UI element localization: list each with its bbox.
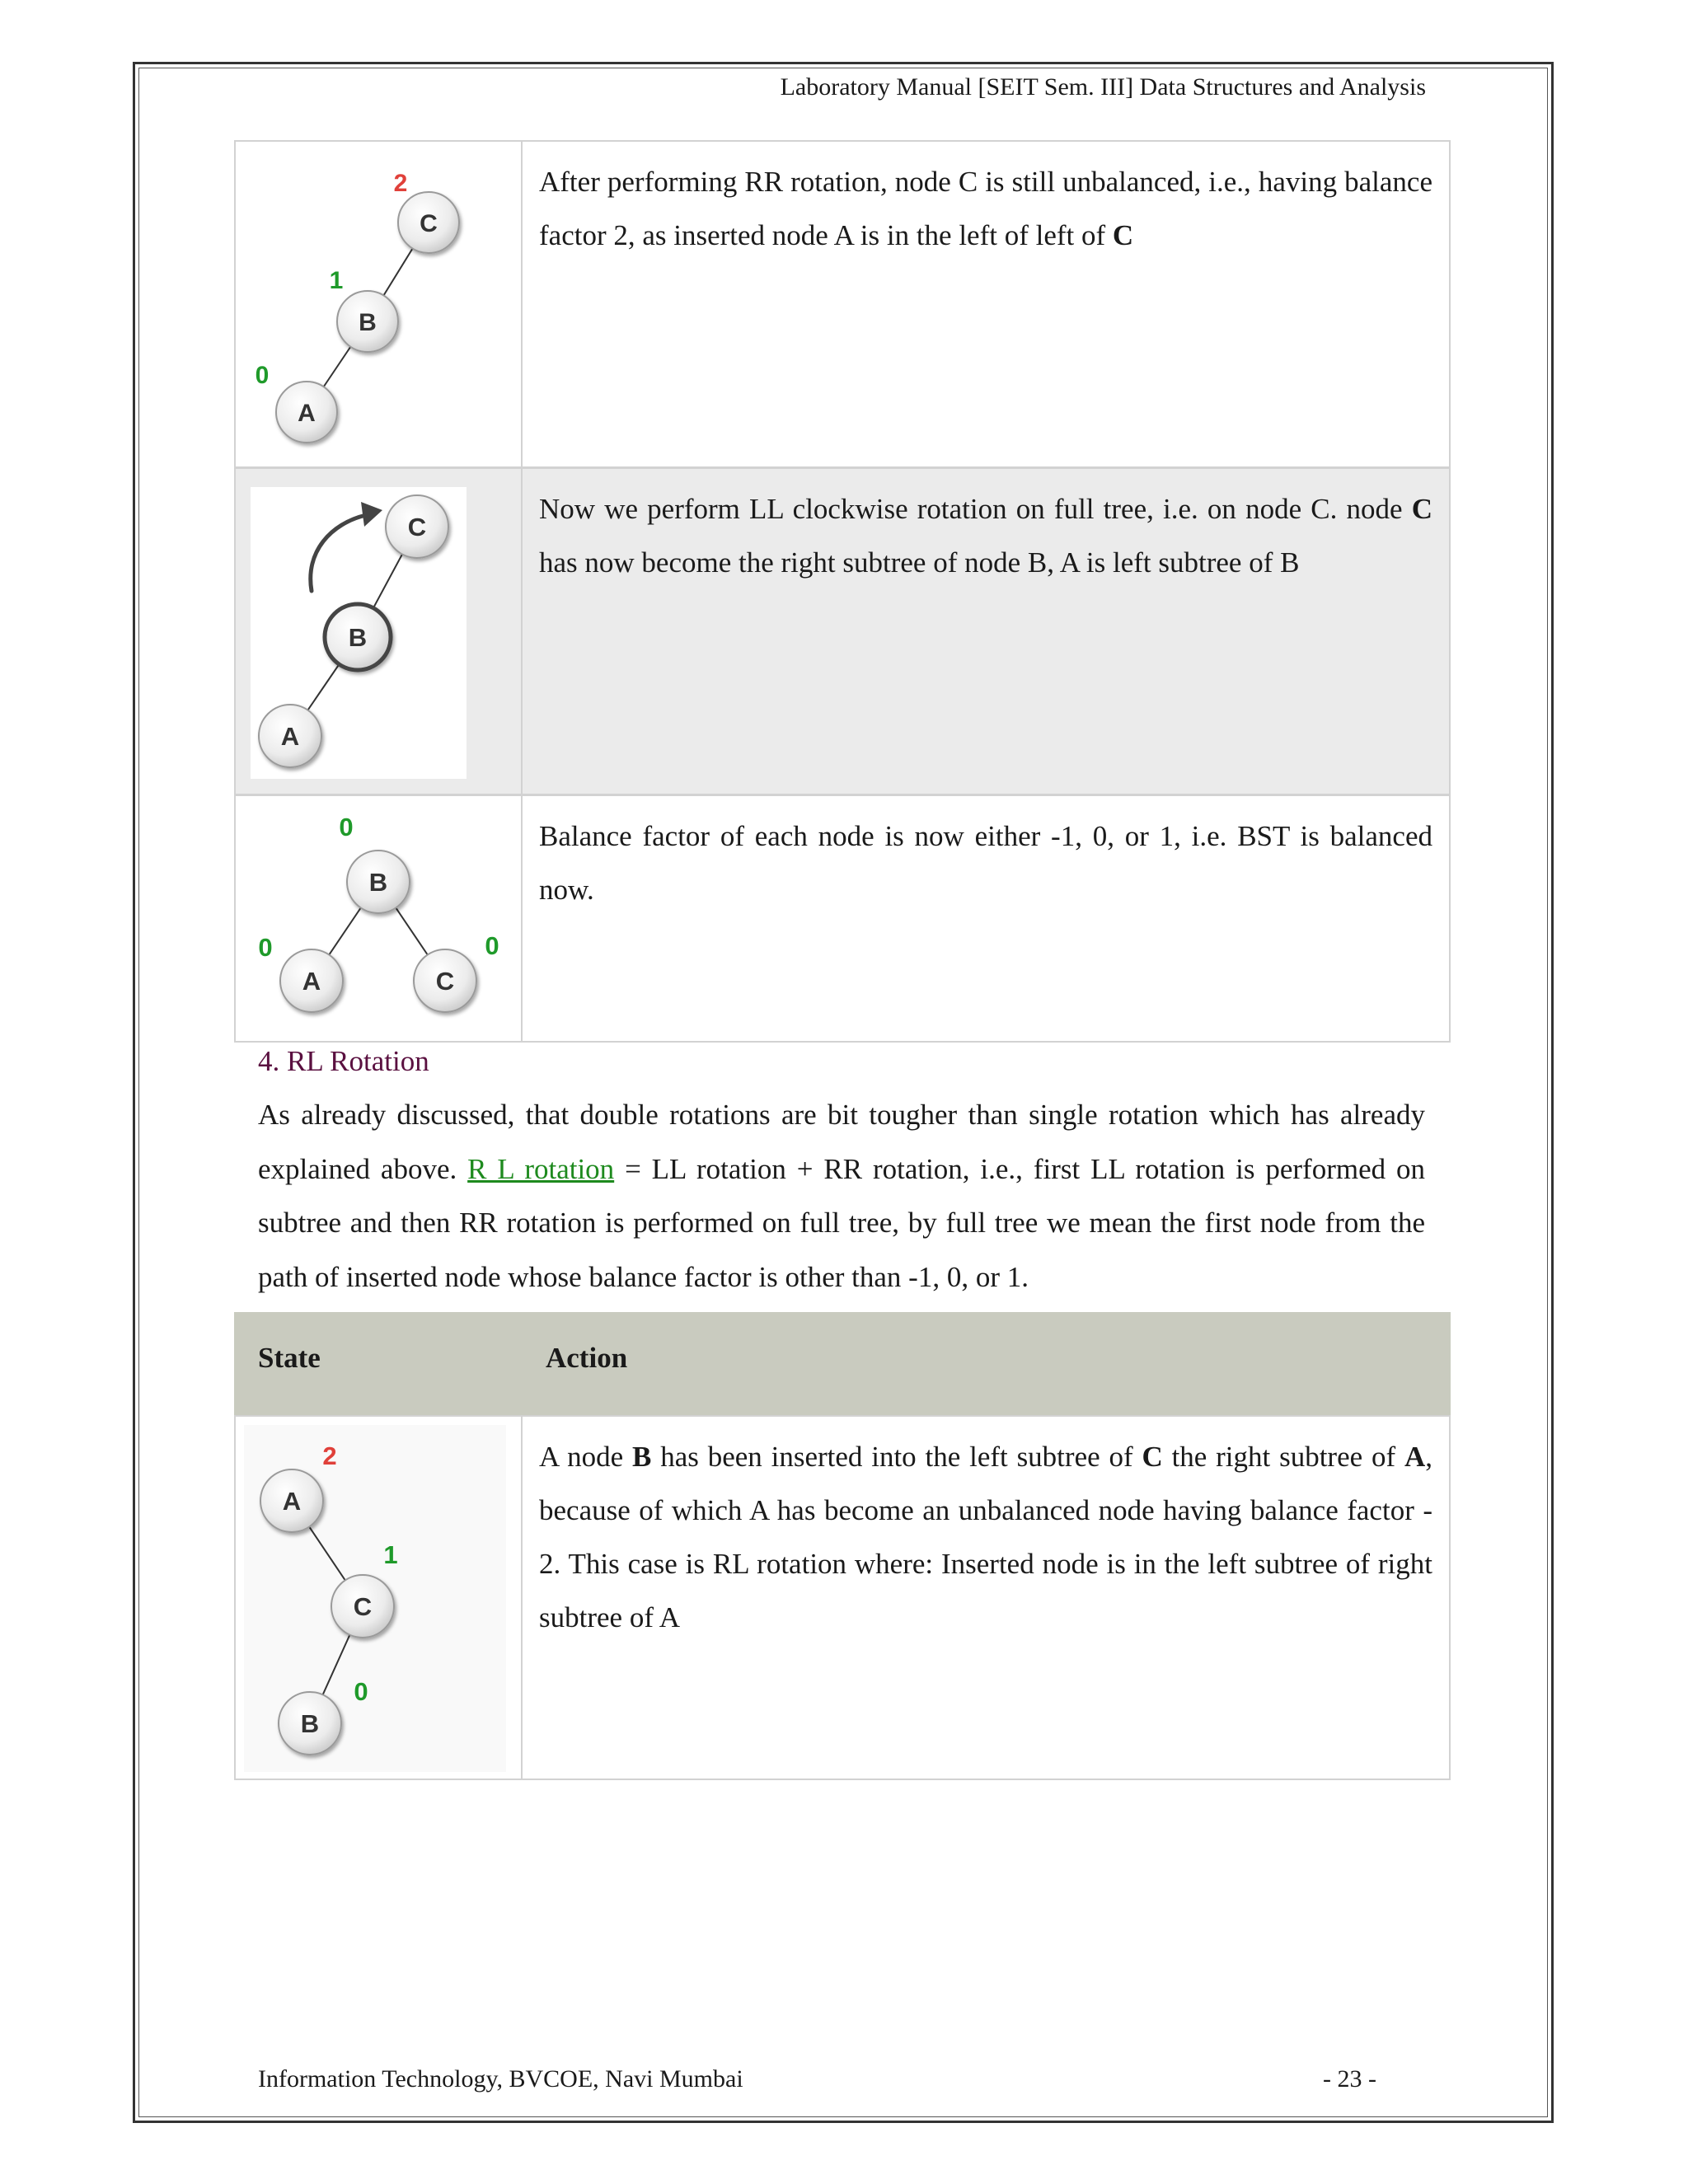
row-description: After performing RR rotation, node C is still unbalanced, i.e., having balance factor 2, as inserted node A is in the left of left of C	[539, 166, 1432, 251]
tree-node-label: A	[298, 400, 316, 427]
tree-node-label: C	[353, 1592, 373, 1621]
page-header: Laboratory Manual [SEIT Sem. III] Data Structures and Analysis	[780, 73, 1426, 101]
row-description: Now we perform LL clockwise rotation on full tree, i.e. on node C. node C has now become the right subtree of node B, A is left subtree of B	[539, 493, 1432, 579]
tree-node-label: C	[420, 210, 438, 237]
table-row-1	[234, 140, 1451, 468]
column-header-state: State	[258, 1342, 321, 1374]
column-header-action: Action	[546, 1342, 628, 1374]
row-description: A node B has been inserted into the left subtree of C the right subtree of A, because of which A has become an unbalanced node having balance factor - 2. This case is RL rotation where: Inserted node is in the left subtree of right subtree of A	[539, 1441, 1432, 1633]
tree-node-label: B	[300, 1709, 320, 1738]
tree-node-label: B	[348, 623, 368, 652]
tree-node-label: A	[302, 967, 321, 996]
balance-factor-label: 0	[485, 931, 499, 960]
balance-factor-label: 0	[354, 1677, 368, 1706]
tree-node-label: A	[282, 1487, 302, 1516]
section-title: 4. RL Rotation	[258, 1045, 429, 1077]
tree-node-label: C	[435, 967, 455, 996]
table-header	[234, 1312, 1451, 1416]
table-row-rl	[234, 1415, 1451, 1780]
balance-factor-label: 1	[383, 1540, 398, 1569]
balance-factor-label: 2	[322, 1441, 337, 1470]
section-paragraph: As already discussed, that double rotations are bit tougher than single rotation which has already explained above. R L rotation = LL rotation + RR rotation, i.e., first LL rotation is performed on subtree and then RR rotation is performed on full tree, by full tree we mean the first node from the path of inserted node whose balance factor is other than -1, 0, or 1.	[258, 1099, 1426, 1293]
tree-figure-ll-rotation	[236, 469, 523, 794]
table-row-3	[234, 794, 1451, 1043]
balance-factor-label: 0	[339, 813, 354, 841]
tree-node-label: B	[368, 868, 388, 897]
balance-factor-label: 2	[393, 170, 408, 197]
balance-factor-label: 0	[255, 362, 270, 389]
tree-figure-rr-result	[236, 142, 523, 466]
tree-node-label: C	[407, 513, 427, 541]
balance-factor-label: 0	[258, 933, 273, 962]
tree-figure-rl-state	[236, 1417, 523, 1779]
tree-node-label: B	[359, 309, 377, 336]
tree-node-label: A	[280, 722, 300, 751]
row-description: Balance factor of each node is now either -1, 0, or 1, i.e. BST is balanced now.	[539, 820, 1432, 906]
table-row-2	[234, 467, 1451, 795]
tree-figure-balanced	[236, 796, 523, 1041]
page-number: - 23 -	[1323, 2065, 1376, 2093]
footer-institution: Information Technology, BVCOE, Navi Mumbai	[258, 2065, 743, 2093]
balance-factor-label: 1	[329, 267, 344, 294]
rl-rotation-link[interactable]: R L rotation	[467, 1152, 615, 1185]
